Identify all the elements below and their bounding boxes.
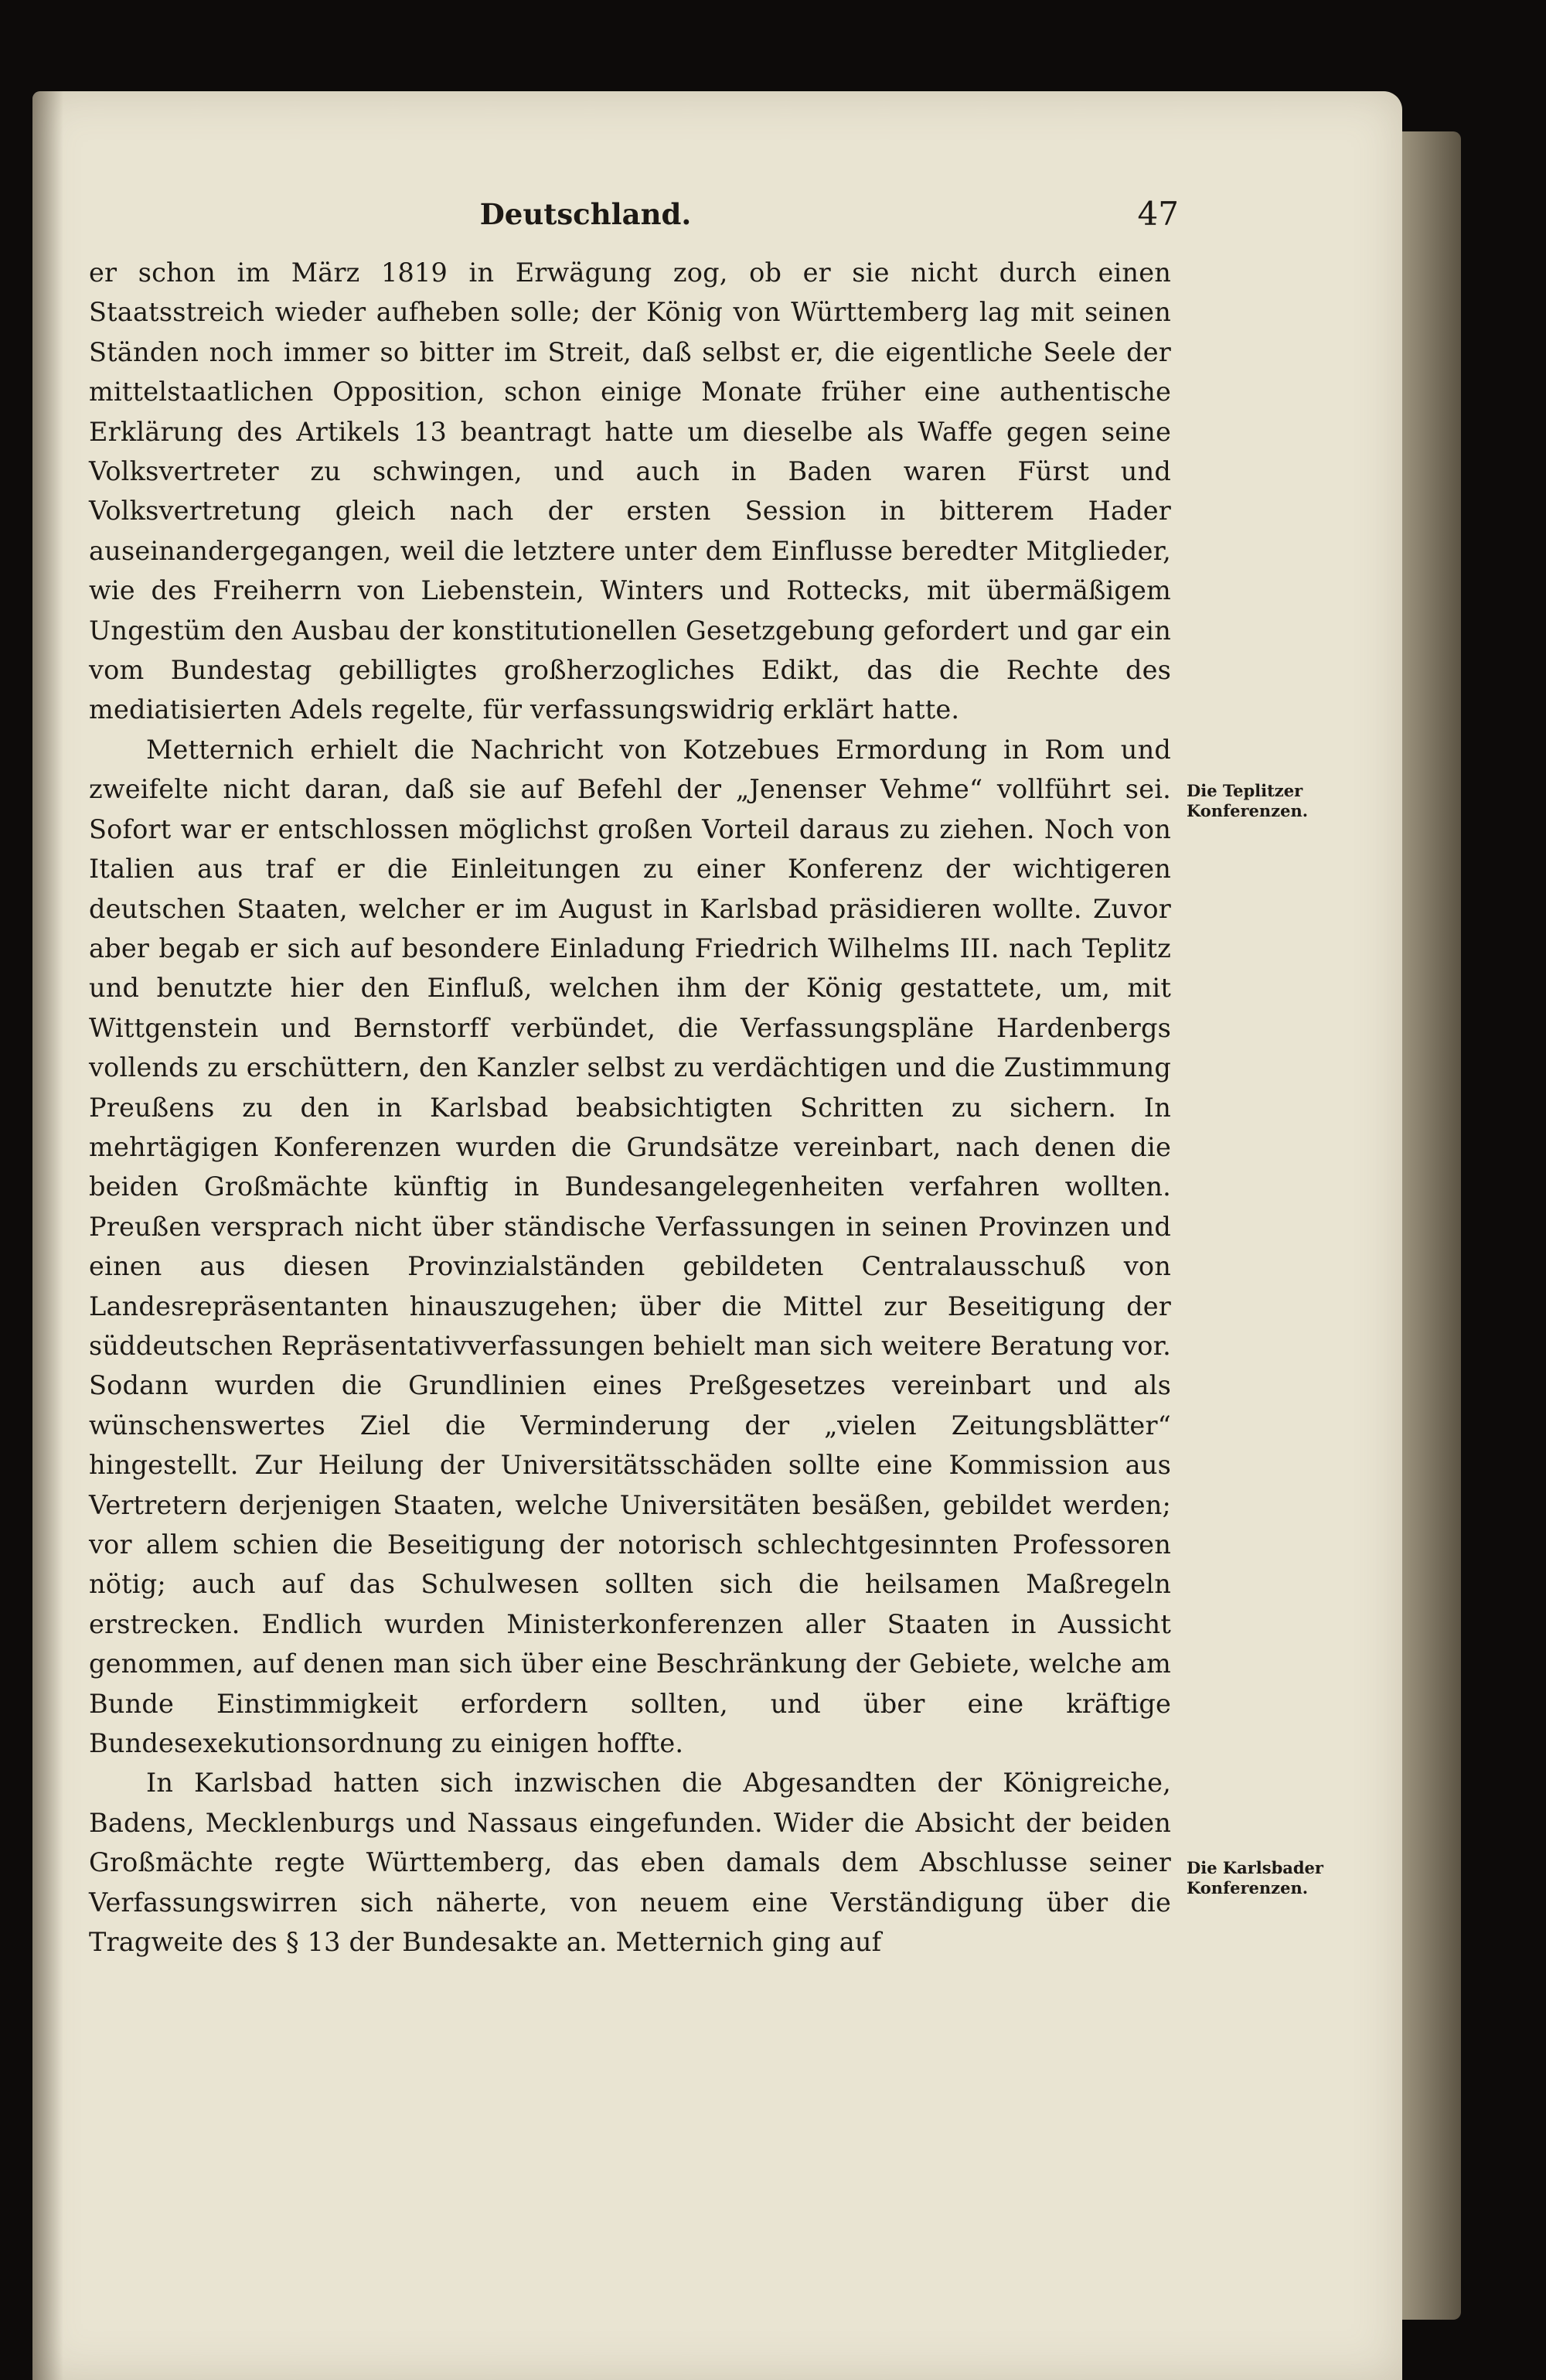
margin-note-teplitz: Die Teplitzer Konferenzen. xyxy=(1187,781,1309,820)
paragraph-karlsbad: In Karlsbad hatten sich inzwischen die Abgesandten der Königreiche, Badens, Mecklenburgs und Nassaus eingefunden. Wider die Absicht der beiden Großmächte regte Württemberg, das eben damals dem Abschlusse seiner Verfassungswirren sich näherte, von neuem eine Verständigung über die Tragweite des § 13 der Bundesakte an. Metternich ging auf xyxy=(89,1768,1171,1958)
running-title: Deutschland. xyxy=(479,197,692,231)
page-number: 47 xyxy=(1137,195,1179,233)
paragraph-metternich: Metternich erhielt die Nachricht von Kotzebues Ermordung in Rom und zweifelte nicht daran, daß sie auf Befehl der „Jenenser Vehme“ vollführt sei. Sofort war er entschlossen möglichst großen Vorteil daraus zu ziehen. Noch von Italien aus traf er die Einleitungen zu einer Konferenz der wichtigeren deutschen Staaten, welcher er im August in Karlsbad präsidieren wollte. Zuvor aber begab er sich auf besondere Einladung Friedrich Wilhelms III. nach Teplitz und benutzte hier den Einfluß, welchen ihm der König gestattete, um, mit Wittgenstein und Bernstorff verbündet, die Verfassungspläne Hardenbergs vollends zu erschüttern, den Kanzler selbst zu verdächtigen und die Zustimmung Preußens zu den in Karlsbad beabsichtigten Schritten zu sichern. In mehrtägigen Konferenzen wurden die Grundsätze vereinbart, nach denen die beiden Großmächte künftig in Bundesangelegenheiten verfahren wollten. Preußen versprach nicht über ständische Verfassungen in seinen Provinzen und einen aus diesen Provinzialständen gebildeten Centralausschuß von Landesrepräsentanten hinauszugehen; über die Mittel zur Beseitigung der süddeutschen Repräsentativverfassungen behielt man sich weitere Beratung vor. Sodann wurden die Grundlinien eines Preßgesetzes vereinbart und als wünschenswertes Ziel die Verminderung der „vielen Zeitungsblätter“ hingestellt. Zur Heilung der Universitätsschäden sollte eine Kommission aus Vertretern derjenigen Staaten, welche Universitäten besäßen, gebildet werden; vor allem schien die Beseitigung der notorisch schlechtgesinnten Professoren nötig; auch auf das Schulwesen sollten sich die heilsamen Maßregeln erstrecken. Endlich wurden Ministerkonferenzen aller Staaten in Aussicht genommen, auf denen man sich über eine Beschränkung der Gebiete, welche am Bunde Einstimmigkeit erfordern sollten, und über eine kräftige Bundesexekutionsordnung zu einigen hoffte. xyxy=(89,734,1171,1759)
body-text xyxy=(89,253,1171,1962)
paragraph-continuation: er schon im März 1819 in Erwägung zog, ob er sie nicht durch einen Staatsstreich wieder aufheben solle; der König von Württemberg lag mit seinen Ständen noch immer so bitter im Streit, daß selbst er, die eigentliche Seele der mittelstaatlichen Opposition, schon einige Monate früher eine authentische Erklärung des Artikels 13 beantragt hatte um dieselbe als Waffe gegen seine Volksvertreter zu schwingen, und auch in Baden waren Fürst und Volksvertretung gleich nach der ersten Session in bitterem Hader auseinandergegangen, weil die letztere unter dem Einflusse beredter Mitglieder, wie des Freiherrn von Liebenstein, Winters und Rottecks, mit übermäßigem Ungestüm den Ausbau der konstitutionellen Gesetzgebung gefordert und gar ein vom Bundestag gebilligtes großherzogliches Edikt, das die Rechte des mediatisierten Adels regelte, für verfassungswidrig erklärt hatte. xyxy=(89,257,1171,725)
page-gutter-shadow xyxy=(32,91,63,2380)
margin-note-karlsbad: Die Karlsbader Konferenzen. xyxy=(1187,1858,1323,1898)
